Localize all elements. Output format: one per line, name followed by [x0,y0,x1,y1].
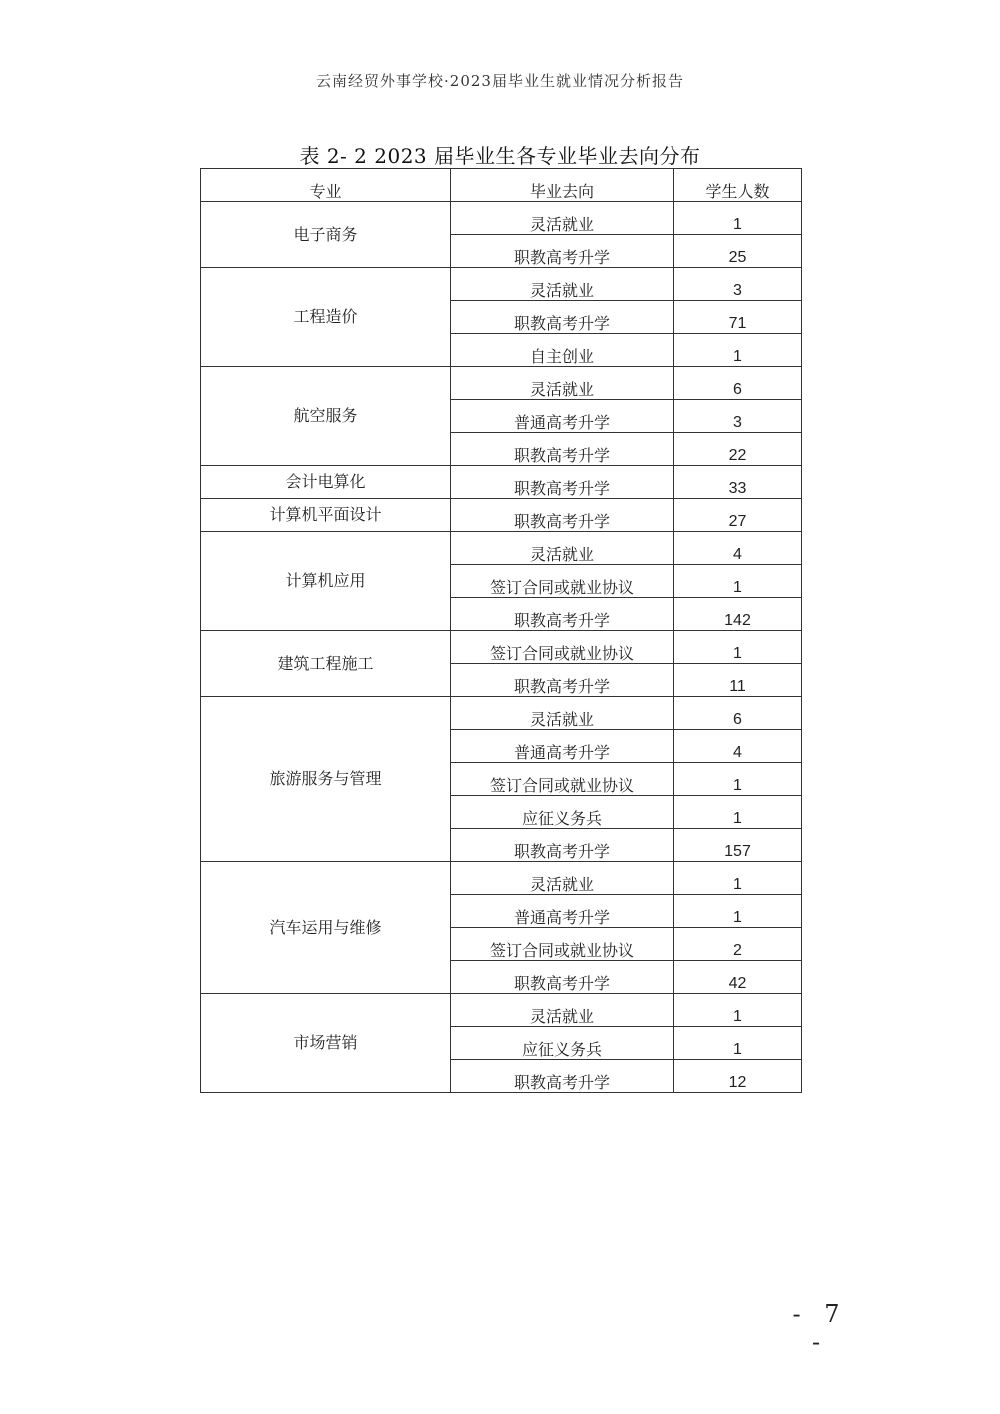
destination-cell: 应征义务兵 [451,1027,674,1060]
count-cell: 1 [674,994,802,1027]
destination-cell: 职教高考升学 [451,961,674,994]
count-cell: 1 [674,334,802,367]
destination-cell: 职教高考升学 [451,466,674,499]
table-row [201,532,802,565]
count-cell: 1 [674,763,802,796]
count-cell: 22 [674,433,802,466]
column-header-destination: 毕业去向 [451,169,674,202]
destination-cell: 灵活就业 [451,202,674,235]
count-cell: 3 [674,268,802,301]
major-cell: 建筑工程施工 [201,631,451,697]
column-header-major: 专业 [201,169,451,202]
count-cell: 12 [674,1060,802,1093]
table-row [201,994,802,1027]
count-cell: 6 [674,367,802,400]
destination-cell: 职教高考升学 [451,664,674,697]
count-cell: 4 [674,532,802,565]
major-cell: 计算机应用 [201,532,451,631]
destination-cell: 灵活就业 [451,862,674,895]
count-cell: 1 [674,631,802,664]
count-cell: 27 [674,499,802,532]
table-header-row [201,169,802,202]
destination-cell: 职教高考升学 [451,433,674,466]
destination-cell: 灵活就业 [451,268,674,301]
destination-cell: 灵活就业 [451,697,674,730]
destination-cell: 普通高考升学 [451,730,674,763]
count-cell: 1 [674,862,802,895]
count-cell: 11 [674,664,802,697]
table-caption: 表 2- 2 2023 届毕业生各专业毕业去向分布 [299,144,701,168]
destination-cell: 签订合同或就业协议 [451,928,674,961]
table-row [201,862,802,895]
destination-table [200,168,802,1093]
table-row [201,268,802,301]
running-header: 云南经贸外事学校·2023届毕业生就业情况分析报告 [316,72,684,90]
table-row [201,367,802,400]
major-cell: 市场营销 [201,994,451,1093]
major-cell: 会计电算化 [201,466,451,499]
table-row [201,202,802,235]
table-body [201,202,802,1093]
destination-cell: 职教高考升学 [451,598,674,631]
count-cell: 33 [674,466,802,499]
major-cell: 计算机平面设计 [201,499,451,532]
destination-cell: 职教高考升学 [451,301,674,334]
count-cell: 42 [674,961,802,994]
destination-cell: 灵活就业 [451,994,674,1027]
count-cell: 1 [674,895,802,928]
major-cell: 工程造价 [201,268,451,367]
count-cell: 1 [674,565,802,598]
major-cell: 旅游服务与管理 [201,697,451,862]
count-cell: 6 [674,697,802,730]
destination-cell: 职教高考升学 [451,829,674,862]
count-cell: 142 [674,598,802,631]
destination-cell: 职教高考升学 [451,499,674,532]
count-cell: 71 [674,301,802,334]
destination-cell: 职教高考升学 [451,1060,674,1093]
major-cell: 汽车运用与维修 [201,862,451,994]
count-cell: 4 [674,730,802,763]
count-cell: 1 [674,1027,802,1060]
table-row [201,466,802,499]
column-header-count: 学生人数 [674,169,802,202]
destination-cell: 灵活就业 [451,367,674,400]
table-row [201,631,802,664]
destination-cell: 签订合同或就业协议 [451,631,674,664]
destination-cell: 普通高考升学 [451,895,674,928]
destination-cell: 签订合同或就业协议 [451,763,674,796]
count-cell: 2 [674,928,802,961]
table-row [201,697,802,730]
major-cell: 电子商务 [201,202,451,268]
count-cell: 157 [674,829,802,862]
table-row [201,499,802,532]
destination-cell: 自主创业 [451,334,674,367]
destination-cell: 职教高考升学 [451,235,674,268]
major-cell: 航空服务 [201,367,451,466]
destination-cell: 普通高考升学 [451,400,674,433]
count-cell: 25 [674,235,802,268]
page-number: - 7 - [792,1300,848,1356]
count-cell: 1 [674,796,802,829]
destination-cell: 签订合同或就业协议 [451,565,674,598]
count-cell: 3 [674,400,802,433]
destination-cell: 灵活就业 [451,532,674,565]
count-cell: 1 [674,202,802,235]
destination-cell: 应征义务兵 [451,796,674,829]
